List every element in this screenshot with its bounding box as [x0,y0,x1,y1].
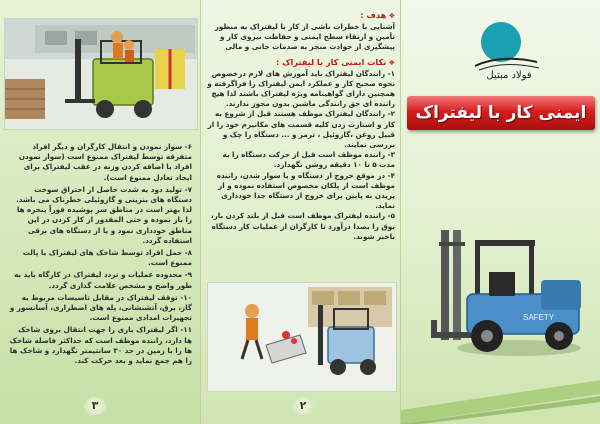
bullet-icon: ❖ [386,58,395,67]
rule-11: ۱۱- اگر لیفتراک باری را جهت انتقال بروی شاخک ها دارد، راننده موظف است که حداکثر فاصله شاخک ها را با زمین در حد ۳۰ سانتیمتر نگهدارد و شاخک ها را هم جمع نماید و بعد حرکت کند. [9,325,192,366]
rule-1: ۱- رانندگان لیفتراک باید آموزش های لازم درخصوص نحوه صحیح کار و عملکرد ایمن لیفتراک را فراگرفته و همچنین دارای گواهینامه ویژه لیفتراک باشند لذا هیچ راننده ای حق رانندگی ماشین بدون مجوز ندارند. [207,68,395,109]
forklift-carrying-workers-illustration [4,18,198,130]
cover-panel [400,0,600,424]
safety-rules-continued [8,142,192,368]
rule-6: ۶- سوار نمودن و انتقال کارگران و دیگر افراد متفرقه توسط لیفتراک ممنوع است (سوار نمودن افراد یا اضافه کردن وزنه در عقب لیفتراک برای ایجاد تعادل ممنوع است). [18,142,192,182]
rule-10: ۱۰- توقف لیفتراک در مقابل تاسیسات مربوط به گاز، برق، آتشنشانی، پله های اضطراری، آسانسور و تجهیزات امدادی ممنوع است. [9,292,192,323]
rule-7: ۷- تولید دود به شدت حاصل از احتراق سوخت دستگاه های بنزینی و گازوئیلی خطرناک می باشد. لذا بهتر است در مناطق سر پوشیده فوراً پنجره ها را باز نموده و حتی المقدور از کار کردن در این مناطق خودداری نمود و یا از دستگاه های برقی استفاده گردد. [16,184,192,245]
goal-heading: ❖ هدف : [360,10,395,20]
decorative-stripes [401,340,600,424]
forklift-photo [431,220,591,360]
rule-3: ۳- راننده موظف است قبل از حرکت دستگاه را به مدت ۵ تا ۱۰ دقیقه روشن نگهدارد. [222,150,395,170]
brand-name: فولاد مبتیل [486,70,532,81]
goal-text: آشنایی با خطرات ناشی از کار با لیفتراک به منظور تأمین و ارتقاء سطح ایمنی و حفاظت نیروی کار و پیشگیری از حوادث منجر به صدمات جانی و مالی [214,22,395,52]
rule-8: ۸- حمل افراد توسط شاخک های لیفتراک یا پالت ممنوع است. [22,248,192,268]
safety-heading: ❖ نکات ایمنی کار با لیفتراک : [275,56,395,67]
page-2-panel [200,0,401,424]
rule-9: ۹- محدوده عملیات و تردد لیفتراک در کارگاه باید به طور واضح و مشخص علامت گذاری گردد. [14,270,192,290]
bullet-icon: ❖ [386,12,395,20]
forklift-accident-illustration [207,282,397,392]
page-3-panel [0,0,200,424]
rule-5: ۵- راننده لیفتراک موظف است قبل از بلند کردن بار، بوق را بصدا درآورد تا کارگران از عملیات کار دستگاه باخبر شوند. [210,211,395,241]
page-number: ۲ [292,397,314,415]
rule-2: ۲- رانندگان لیفتراک موظف هستند قبل از شروع به کار و استارت زدن کلیه قسمت های مکانیزم خود را از قبیل روغن ،گازوئیل ، ترمز و ... دستگاه را چک و بررسی نمایند. [207,109,395,150]
goal-and-rules [207,10,395,242]
title-banner [407,96,595,130]
rule-4: ۴- در موقع خروج از دستگاه و یا سوار شدن، راننده موظف است از پلکان مخصوص استفاده نموده و از پریدن به پایین برای خروج از دستگاه جدا خودداری نماید. [216,170,395,211]
svg-text:SAFETY: SAFETY [523,313,555,322]
brochure-title: ایمنی کار با لیفتراک [415,103,587,123]
page-number: ۳ [84,397,106,415]
